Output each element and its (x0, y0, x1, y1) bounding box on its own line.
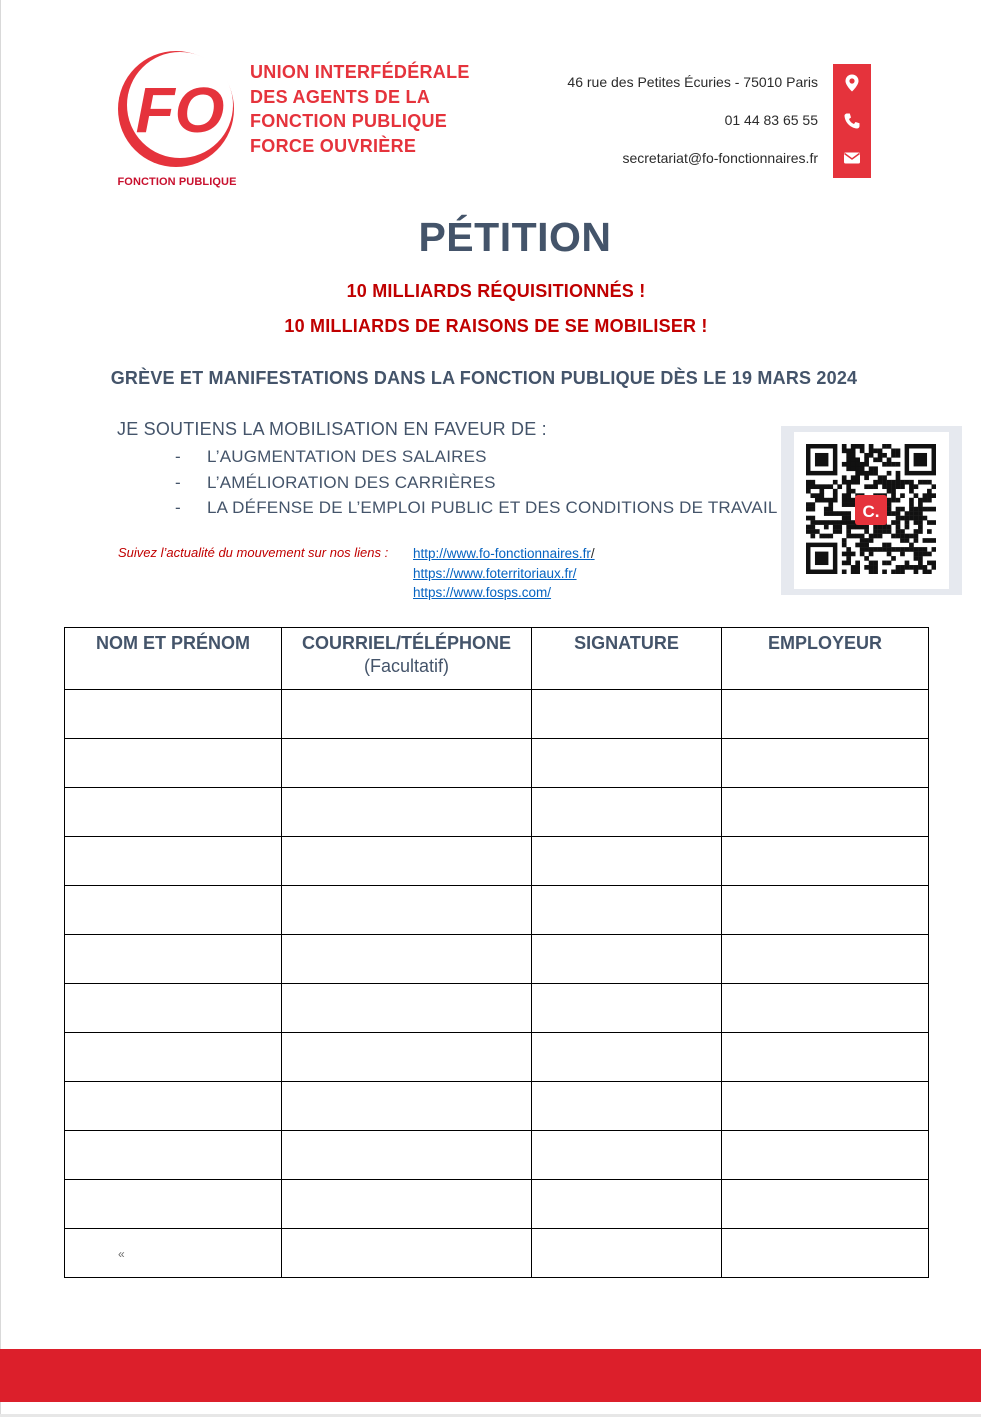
signature-cell[interactable] (532, 1229, 722, 1278)
name-cell[interactable] (65, 1229, 282, 1278)
location-pin-icon (843, 74, 861, 92)
employer-cell[interactable] (722, 739, 929, 788)
demand-text: L’AMÉLIORATION DES CARRIÈRES (207, 472, 496, 492)
employer-cell[interactable] (722, 1033, 929, 1082)
qr-center-label: C. (862, 502, 880, 521)
contact-cell[interactable] (282, 739, 532, 788)
fo-logo (114, 48, 240, 172)
links-list (413, 544, 595, 603)
signature-cell[interactable] (532, 1082, 722, 1131)
employer-cell[interactable] (722, 984, 929, 1033)
table-row (65, 984, 929, 1033)
subtitle-2: 10 MILLIARDS DE RAISONS DE SE MOBILISER ! (284, 316, 708, 336)
employer-cell[interactable] (722, 1131, 929, 1180)
name-cell[interactable] (65, 935, 282, 984)
name-cell[interactable] (65, 886, 282, 935)
contact-cell[interactable] (282, 935, 532, 984)
column-header-signature: SIGNATURE (532, 628, 722, 690)
list-item (175, 444, 778, 470)
table-row (65, 1229, 929, 1278)
name-cell[interactable] (65, 837, 282, 886)
contact-cell[interactable] (282, 984, 532, 1033)
table-row (65, 1033, 929, 1082)
list-bullet: - (175, 472, 181, 492)
column-header-contact (282, 628, 532, 690)
signature-cell[interactable] (532, 1033, 722, 1082)
contact-cell[interactable] (282, 690, 532, 739)
signature-rows (65, 690, 929, 1278)
contact-cell[interactable] (282, 788, 532, 837)
link-fosps[interactable]: https://www.fosps.com/ (413, 585, 552, 601)
contact-email: secretariat@fo-fonctionnaires.fr (622, 150, 818, 166)
table-row (65, 1180, 929, 1229)
contact-cell[interactable] (282, 837, 532, 886)
name-cell[interactable] (65, 1082, 282, 1131)
organization-name (250, 60, 510, 158)
employer-cell[interactable] (722, 690, 929, 739)
footer-band (0, 1349, 981, 1402)
table-row (65, 886, 929, 935)
table-row (65, 935, 929, 984)
list-item (175, 470, 778, 496)
table-row (65, 788, 929, 837)
name-cell[interactable] (65, 690, 282, 739)
table-header-row (65, 628, 929, 690)
table-row (65, 690, 929, 739)
table-row (65, 837, 929, 886)
list-bullet: - (175, 447, 181, 466)
list-bullet: - (175, 498, 181, 517)
optional-note: (Facultatif) (363, 656, 450, 676)
signature-cell[interactable] (532, 690, 722, 739)
column-header-employer: EMPLOYEUR (722, 628, 929, 690)
demands-list (175, 444, 778, 521)
qr-code[interactable] (806, 444, 936, 574)
table-row (65, 1131, 929, 1180)
list-item (175, 495, 778, 521)
contact-cell[interactable] (282, 1082, 532, 1131)
name-cell[interactable] (65, 788, 282, 837)
contact-cell[interactable] (282, 1180, 532, 1229)
footnote-mark: « (118, 1247, 125, 1261)
name-cell[interactable] (65, 1180, 282, 1229)
logo-text: FO (135, 74, 225, 146)
employer-cell[interactable] (722, 1180, 929, 1229)
contact-cell[interactable] (282, 1131, 532, 1180)
signature-cell[interactable] (532, 1180, 722, 1229)
employer-cell[interactable] (722, 1229, 929, 1278)
table-row (65, 1082, 929, 1131)
page-title: PÉTITION (418, 214, 612, 260)
name-cell[interactable] (65, 1033, 282, 1082)
employer-cell[interactable] (722, 1082, 929, 1131)
contact-cell[interactable] (282, 886, 532, 935)
link-trailing-slash: / (590, 546, 595, 561)
column-header-name: NOM ET PRÉNOM (65, 628, 282, 690)
contact-phone: 01 44 83 65 55 (724, 112, 818, 128)
envelope-icon (843, 149, 861, 167)
name-cell[interactable] (65, 739, 282, 788)
demand-text: L’AUGMENTATION DES SALAIRES (207, 447, 487, 466)
logo-caption: FONCTION PUBLIQUE (117, 176, 237, 188)
follow-text: Suivez l’actualité du mouvement sur nos liens : (118, 545, 389, 560)
page-left-edge (0, 0, 1, 1417)
signature-table (64, 627, 929, 1278)
link-foterritoriaux[interactable]: https://www.foterritoriaux.fr/ (413, 565, 577, 581)
table-row (65, 739, 929, 788)
column-header-contact-label: COURRIEL/TÉLÉPHONE (301, 633, 511, 653)
org-name-line: FONCTION PUBLIQUE (250, 111, 448, 131)
signature-cell[interactable] (532, 837, 722, 886)
signature-cell[interactable] (532, 788, 722, 837)
contact-address: 46 rue des Petites Écuries - 75010 Paris (567, 74, 818, 90)
strike-announcement: GRÈVE ET MANIFESTATIONS DANS LA FONCTION PUBLIQUE DÈS LE 19 MARS 2024 (110, 368, 858, 388)
employer-cell[interactable] (722, 788, 929, 837)
org-name-line: FORCE OUVRIÈRE (250, 135, 417, 156)
signature-cell[interactable] (532, 739, 722, 788)
org-name-line: DES AGENTS DE LA (250, 86, 431, 107)
employer-cell[interactable] (722, 837, 929, 886)
signature-cell[interactable] (532, 935, 722, 984)
signature-cell[interactable] (532, 984, 722, 1033)
contact-cell[interactable] (282, 1033, 532, 1082)
signature-cell[interactable] (532, 1131, 722, 1180)
employer-cell[interactable] (722, 886, 929, 935)
name-cell[interactable] (65, 1131, 282, 1180)
demand-text: LA DÉFENSE DE L’EMPLOI PUBLIC ET DES CONDITIONS DE TRAVAIL (207, 498, 778, 517)
link-fo-fonctionnaires[interactable] (413, 544, 595, 564)
phone-icon (843, 112, 861, 130)
name-cell[interactable] (65, 984, 282, 1033)
support-intro: JE SOUTIENS LA MOBILISATION EN FAVEUR DE : (117, 419, 547, 439)
org-name-line: UNION INTERFÉDÉRALE (250, 62, 470, 82)
contact-cell[interactable] (282, 1229, 532, 1278)
employer-cell[interactable] (722, 935, 929, 984)
signature-cell[interactable] (532, 886, 722, 935)
subtitle-1: 10 MILLIARDS RÉQUISITIONNÉS ! (346, 281, 646, 301)
link-text: http://www.fo-fonctionnaires.fr (413, 546, 591, 561)
